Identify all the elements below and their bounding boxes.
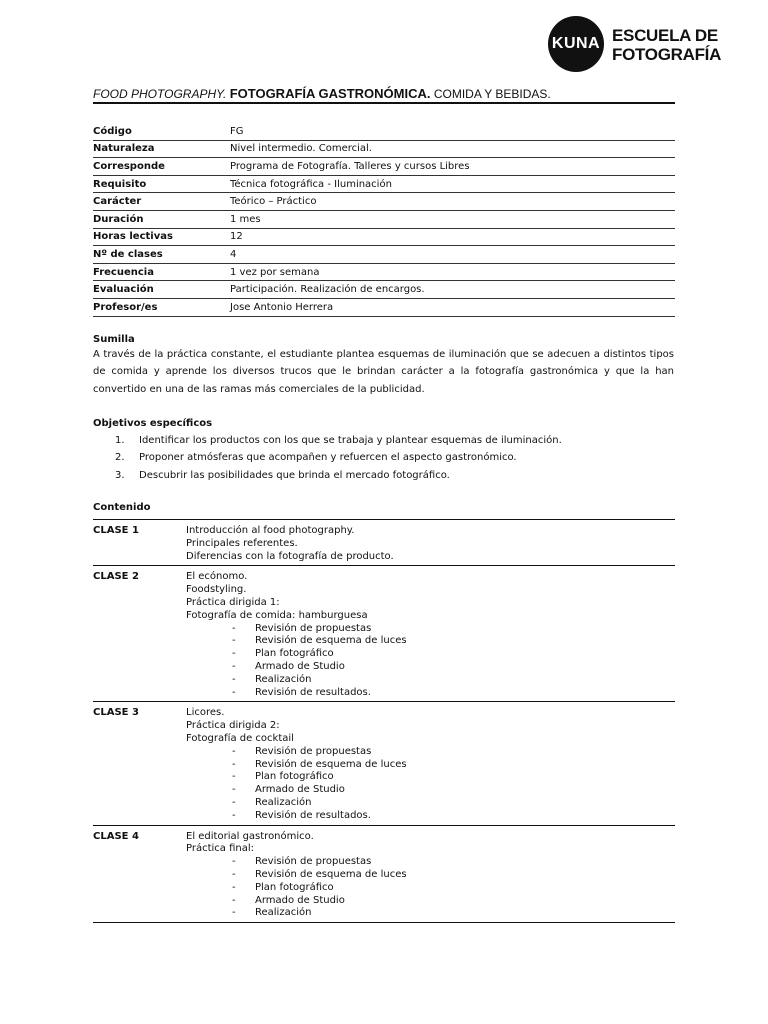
info-value: Jose Antonio Herrera [230,298,675,316]
clase-subitem-text: Plan fotográfico [255,881,334,893]
dash-bullet: - [232,809,236,821]
clase-subitem-text: Revisión de propuestas [255,622,372,634]
clase-subitem-text: Plan fotográfico [255,648,334,660]
objetivo-text: Identificar los productos con los que se trabaja y plantear esquemas de iluminación. [139,435,562,446]
info-value: 1 mes [230,210,675,228]
clase-subitem-text: Revisión de esquema de luces [255,868,407,880]
dash-bullet: - [232,907,236,919]
clase-line: Foodstyling. [186,584,247,596]
clase-line: Práctica final: [186,843,255,855]
info-value: Teórico – Práctico [230,193,675,211]
dash-bullet: - [232,622,236,634]
clase-label: CLASE 1 [93,525,139,536]
info-key: Carácter [93,193,230,211]
clase-subitem [186,687,675,700]
info-row [93,228,675,246]
logo-wordmark [612,26,721,64]
title-italic: FOOD PHOTOGRAPHY. [93,87,230,101]
clase-subitem [186,810,675,823]
info-value: 1 vez por semana [230,263,675,281]
contenido-heading: Contenido [93,502,151,513]
clase-line: Práctica dirigida 2: [186,720,280,732]
clase-line: Diferencias con la fotografía de producto. [186,550,394,562]
dash-bullet: - [232,796,236,808]
logo-line-2: FOTOGRAFÍA [612,45,722,64]
info-row [93,175,675,193]
info-key: Código [93,123,230,140]
clase-subitem-text: Revisión de resultados. [255,686,371,698]
objetivo-item [93,449,673,466]
objetivo-item [93,467,673,484]
dash-bullet: - [232,648,236,660]
clase-subitem [186,797,675,810]
clase-subitem-text: Plan fotográfico [255,771,334,783]
info-row [93,298,675,316]
info-key: Frecuencia [93,263,230,281]
clase-label: CLASE 2 [93,571,139,583]
objetivo-number: 3. [115,469,125,481]
clase-row [93,826,675,924]
dash-bullet: - [232,868,236,880]
clase-subitem-text: Revisión de esquema de luces [255,758,407,770]
clase-line: El ecónomo. [186,571,248,583]
info-key: Duración [93,210,230,228]
info-value: Técnica fotográfica - Iluminación [230,175,675,193]
clase-subitem-text: Realización [255,907,312,919]
title-regular: COMIDA Y BEBIDAS. [430,87,551,101]
clase-subitem-text: Revisión de esquema de luces [255,635,407,647]
dash-bullet: - [232,673,236,685]
info-key: Requisito [93,175,230,193]
clase-subitem-text: Revisión de propuestas [255,745,372,757]
dash-bullet: - [232,758,236,770]
clase-line: El editorial gastronómico. [186,830,314,842]
sumilla-heading: Sumilla [93,334,135,345]
clase-line: Principales referentes. [186,537,298,549]
objetivos-list [93,432,673,484]
info-row [93,158,675,176]
info-row [93,263,675,281]
clase-content [186,707,675,822]
clase-subitem [186,771,675,784]
clase-line: Fotografía de cocktail [186,732,294,744]
title-bold: FOTOGRAFÍA GASTRONÓMICA. [229,86,431,101]
clase-line: Fotografía de comida: hamburguesa [186,609,368,621]
info-value: Nivel intermedio. Comercial. [230,140,675,158]
clase-content [186,525,675,563]
clase-subitem [186,759,675,772]
info-key: Evaluación [93,281,230,299]
dash-bullet: - [232,856,236,868]
clase-subitem-text: Armado de Studio [255,660,345,672]
clase-line: Licores. [186,707,225,719]
clase-label: CLASE 3 [93,707,139,719]
clase-subitem [186,784,675,797]
dash-bullet: - [232,686,236,698]
dash-bullet: - [232,894,236,906]
info-key: Naturaleza [93,140,230,158]
school-logo [548,16,748,72]
info-row [93,246,675,264]
objetivo-number: 1. [115,435,125,446]
clase-subitem-text: Armado de Studio [255,894,345,906]
clase-content [186,831,675,921]
info-key: Nº de clases [93,246,230,264]
clase-subitem [186,648,675,661]
info-key: Horas lectivas [93,228,230,246]
clase-subitem-text: Armado de Studio [255,784,345,796]
clase-line: Introducción al food photography. [186,525,355,536]
clase-subitem [186,907,675,920]
objetivo-text: Proponer atmósferas que acompañen y refuercen el aspecto gastronómico. [139,452,517,464]
dash-bullet: - [232,660,236,672]
info-key: Profesor/es [93,298,230,316]
clase-subitem-text: Realización [255,796,312,808]
info-row [93,210,675,228]
info-value: 12 [230,228,675,246]
clase-row [93,702,675,825]
dash-bullet: - [232,771,236,783]
clase-subitem-text: Revisión de propuestas [255,856,372,868]
info-value: FG [230,123,675,140]
clase-subitem-text: Revisión de resultados. [255,809,371,821]
clase-subitem [186,895,675,908]
clase-subitem [186,869,675,882]
info-row [93,193,675,211]
clase-content [186,571,675,699]
dash-bullet: - [232,784,236,796]
clase-subitem [186,856,675,869]
clase-subitem [186,746,675,759]
sumilla-text: A través de la práctica constante, el estudiante plantea esquemas de iluminación que se adecuen a distintos tipos de comida y aprende los diversos trucos que le brindan carácter a la fotografía gastronómica y que la han convertido en una de las ramas más comerciales de la publicidad. [93,349,674,395]
objetivo-item [93,432,673,449]
clase-subitem [186,635,675,648]
contenido-table [93,519,675,923]
course-info-table [93,123,675,317]
dash-bullet: - [232,881,236,893]
clase-subitem [186,674,675,687]
info-value: Programa de Fotografía. Talleres y cursos Libres [230,158,675,176]
clase-row [93,520,675,566]
objetivos-heading: Objetivos específicos [93,418,213,429]
document-title [93,86,675,104]
info-row [93,123,675,140]
logo-line-1: ESCUELA DE [612,26,718,45]
objetivo-number: 2. [115,452,125,464]
clase-subitem [186,661,675,674]
clase-subitem [186,882,675,895]
info-value: 4 [230,246,675,264]
info-value: Participación. Realización de encargos. [230,281,675,299]
clase-line: Práctica dirigida 1: [186,596,280,608]
info-row [93,281,675,299]
dash-bullet: - [232,745,236,757]
clase-subitem [186,623,675,636]
logo-mark: KUNA [548,16,604,72]
clase-label: CLASE 4 [93,830,139,842]
info-key: Corresponde [93,158,230,176]
clase-subitem-text: Realización [255,673,312,685]
clase-row [93,566,675,702]
info-row [93,140,675,158]
objetivo-text: Descubrir las posibilidades que brinda el mercado fotográfico. [139,469,450,481]
dash-bullet: - [232,635,236,647]
